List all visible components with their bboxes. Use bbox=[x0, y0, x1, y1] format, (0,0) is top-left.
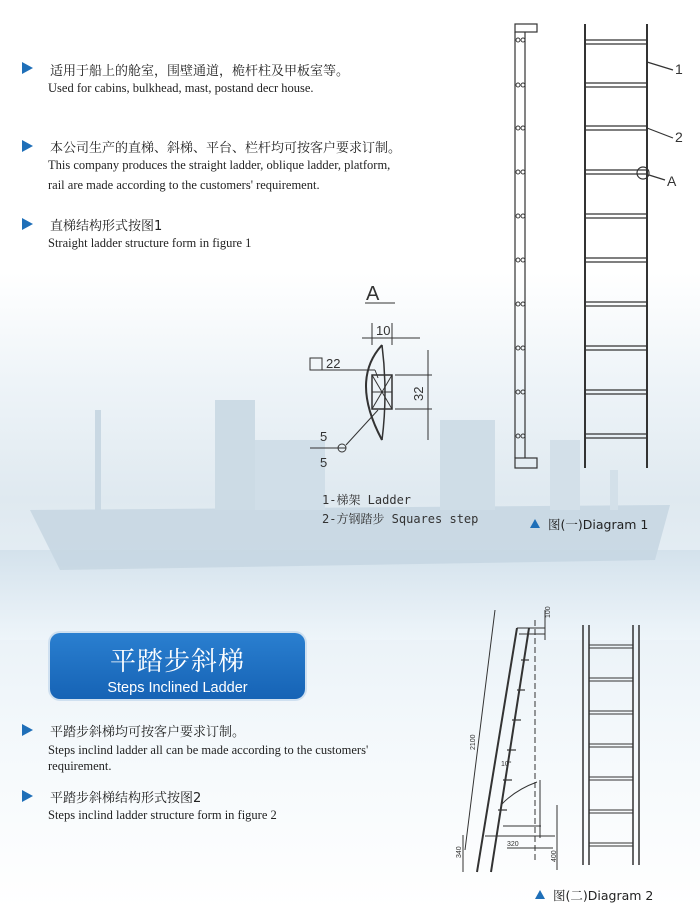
figure2-caption: 图(二)Diagram 2 bbox=[535, 886, 653, 904]
section2-chinese-text: 本公司生产的直梯、斜梯、平台、栏杆均可按客户要求订制。 bbox=[50, 141, 402, 156]
detail-legend-squares-step: 2-方钢踏步 Squares step bbox=[322, 512, 479, 526]
bullet-icon bbox=[22, 218, 33, 230]
bullet-icon bbox=[22, 724, 33, 736]
dimension-400-label: 400 bbox=[551, 850, 558, 862]
section2-english-line1: This company produces the straight ladder, oblique ladder, platform, bbox=[48, 158, 391, 172]
section-title-english: Steps Inclined Ladder bbox=[107, 680, 248, 696]
section-title-box bbox=[50, 633, 305, 699]
bullet-icon bbox=[22, 62, 33, 74]
angle-10-degree-label: 10° bbox=[501, 761, 512, 768]
figure1-callout-a: A bbox=[667, 173, 677, 189]
section5-chinese-text: 平踏步斜梯结构形式按图2 bbox=[50, 791, 202, 806]
section-title-chinese: 平踏步斜梯 bbox=[109, 647, 245, 677]
figure1-callout-2: 2 bbox=[675, 129, 683, 145]
figure1-callout-1: 1 bbox=[675, 61, 683, 77]
weld-size-bottom-label: 5 bbox=[320, 455, 328, 470]
section1-chinese-text: 适用于船上的舱室，围壁通道，桅杆柱及甲板室等。 bbox=[50, 64, 350, 79]
section2-english-line2: rail are made according to the customers' requirement. bbox=[48, 178, 320, 192]
dimension-22-label: 22 bbox=[326, 356, 341, 371]
figure1-caption: 图(一)Diagram 1 bbox=[530, 515, 648, 533]
dimension-32-label: 32 bbox=[411, 386, 426, 401]
dimension-100-label: 100 bbox=[545, 606, 552, 618]
detail-a-label: A bbox=[366, 283, 380, 305]
figure1-straight-ladder-drawing bbox=[505, 20, 695, 480]
triangle-icon bbox=[530, 519, 540, 528]
section1-english-text: Used for cabins, bulkhead, mast, postand decr house. bbox=[48, 81, 314, 95]
section4-chinese-text: 平踏步斜梯均可按客户要求订制。 bbox=[50, 725, 246, 740]
dimension-320-label: 320 bbox=[507, 841, 519, 848]
section4-english-line2: requirement. bbox=[48, 759, 112, 773]
section3-english-text: Straight ladder structure form in figure 1 bbox=[48, 236, 252, 250]
dimension-340-label: 340 bbox=[456, 846, 463, 858]
figure2-inclined-ladder-drawing bbox=[445, 600, 695, 880]
weld-size-top-label: 5 bbox=[320, 429, 328, 444]
bullet-icon bbox=[22, 790, 33, 802]
section5-english-text: Steps inclind ladder structure form in figure 2 bbox=[48, 808, 277, 822]
section4-english-line1: Steps inclind ladder all can be made according to the customers' bbox=[48, 743, 369, 757]
bullet-icon bbox=[22, 140, 33, 152]
detail-legend-ladder: 1-梯架 Ladder bbox=[322, 493, 412, 507]
dimension-2100-label: 2100 bbox=[470, 734, 477, 750]
triangle-icon bbox=[535, 890, 545, 899]
section3-chinese-text: 直梯结构形式按图1 bbox=[50, 219, 163, 234]
dimension-10-label: 10 bbox=[376, 323, 391, 338]
detail-a-drawing bbox=[290, 275, 450, 485]
